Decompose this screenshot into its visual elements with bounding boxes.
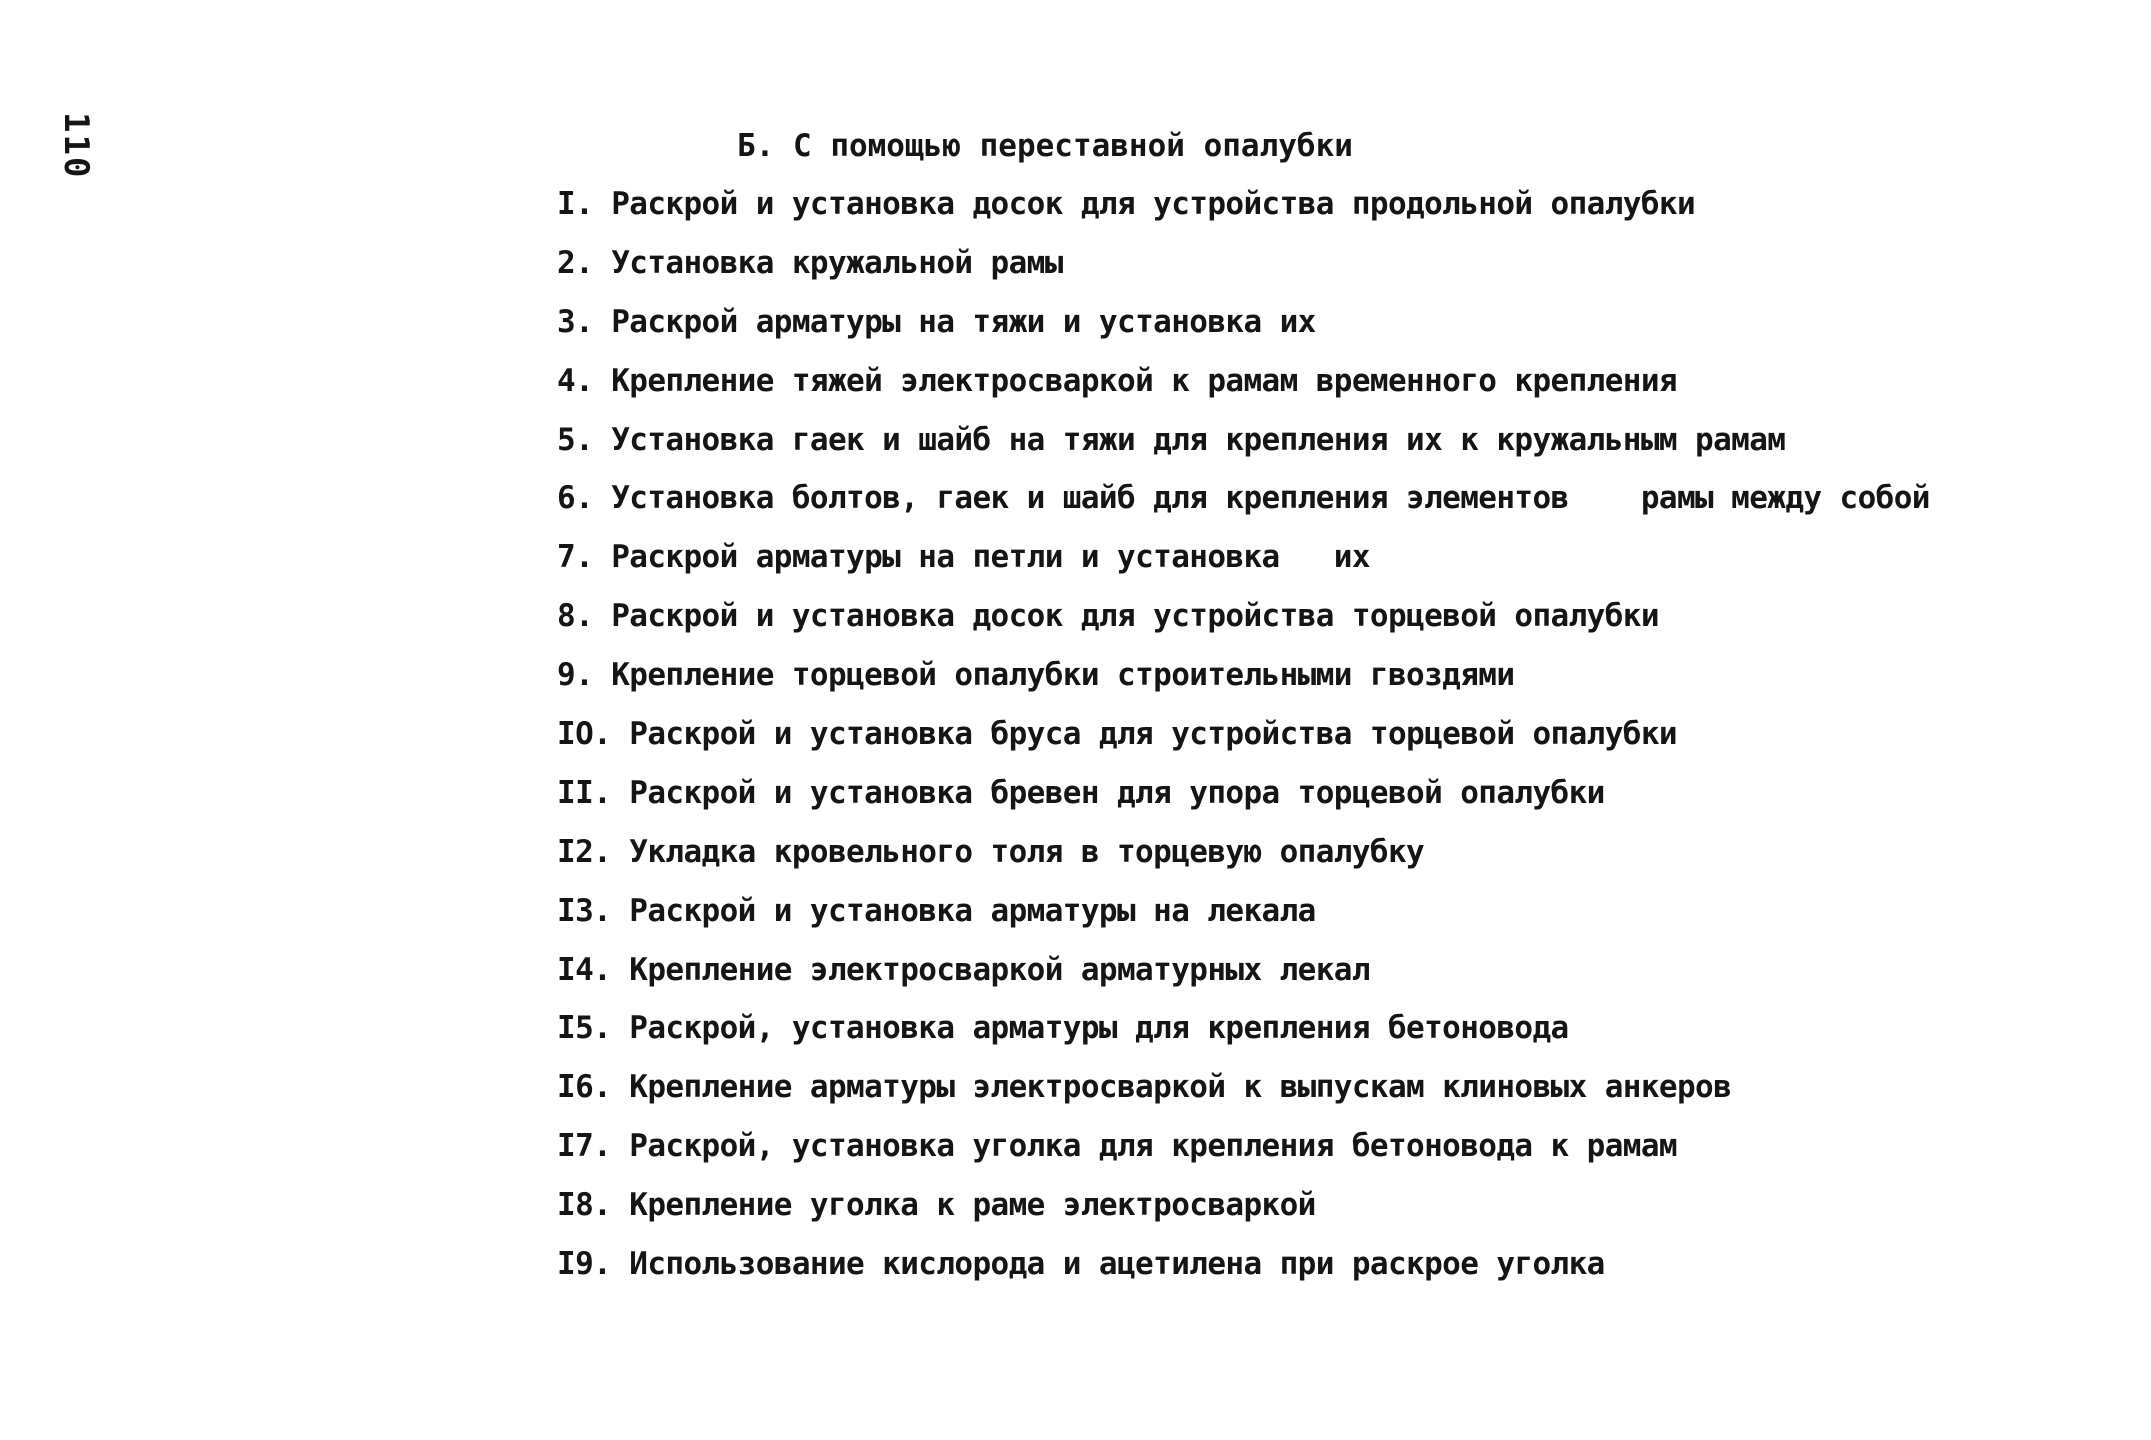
list-item-text: Крепление тяжей электросваркой к рамам временного крепления bbox=[611, 362, 1677, 399]
list-item-number: 6. bbox=[557, 480, 594, 517]
list-item bbox=[557, 892, 1930, 955]
list-item-text: Крепление арматуры электросваркой к выпускам клиновых анкеров bbox=[629, 1069, 1732, 1106]
list-item-text: Раскрой, установка уголка для крепления бетоновода к рамам bbox=[629, 1128, 1677, 1165]
list-item-text: Раскрой и установка досок для устройства торцевой опалубки bbox=[611, 598, 1659, 635]
list-item-number: I2. bbox=[557, 833, 612, 870]
list-item-number: I8. bbox=[557, 1187, 612, 1224]
list-item bbox=[557, 303, 1930, 366]
list-item-text: Раскрой и установка бруса для устройства торцевой опалубки bbox=[629, 716, 1677, 753]
list-item-text: Установка кружальной рамы bbox=[611, 244, 1063, 281]
list-item bbox=[557, 480, 1930, 542]
list-item-number: 4. bbox=[557, 362, 594, 399]
list-item bbox=[557, 1128, 1930, 1190]
list-item-text: Раскрой, установка арматуры для крепления бетоновода bbox=[629, 1010, 1569, 1047]
list-item-number: 7. bbox=[557, 539, 594, 576]
list-item bbox=[557, 657, 1930, 719]
list-item-text: Крепление электросваркой арматурных лекал bbox=[629, 951, 1370, 988]
list-item-text: Установка болтов, гаек и шайб для крепления элементов рамы между собой bbox=[611, 480, 1930, 517]
list-item bbox=[557, 186, 1930, 248]
list-item-number: I7. bbox=[557, 1128, 612, 1165]
list-item-text: Раскрой и установка досок для устройства продольной опалубки bbox=[611, 186, 1696, 222]
list-item bbox=[557, 833, 1930, 896]
list-item-text: Укладка кровельного толя в торцевую опалубку bbox=[629, 833, 1425, 870]
list-item-number: 2. bbox=[557, 244, 594, 281]
list-item-number: 3. bbox=[557, 303, 594, 340]
list-item bbox=[557, 716, 1930, 778]
list-item-number: I4. bbox=[557, 951, 612, 988]
list-item-number: I3. bbox=[557, 892, 612, 929]
list-item bbox=[557, 598, 1930, 660]
operations-list bbox=[557, 186, 1930, 1308]
list-item-number: I. bbox=[557, 186, 594, 222]
list-item-number: 9. bbox=[557, 657, 594, 694]
list-item bbox=[557, 951, 1930, 1014]
list-item bbox=[557, 1187, 1930, 1249]
section-heading: Б. С помощью переставной опалубки bbox=[737, 128, 1353, 164]
list-item bbox=[557, 362, 1930, 425]
list-item bbox=[557, 774, 1930, 837]
list-item-text: Использование кислорода и ацетилена при раскрое уголка bbox=[629, 1246, 1605, 1283]
list-item-number: I9. bbox=[557, 1246, 612, 1283]
list-item bbox=[557, 539, 1930, 601]
list-item-text: Раскрой и установка арматуры на лекала bbox=[629, 892, 1316, 929]
list-item-number: II. bbox=[557, 774, 612, 811]
list-item-number: 8. bbox=[557, 598, 594, 635]
list-item-text: Крепление уголка к раме электросваркой bbox=[629, 1187, 1316, 1224]
list-item-number: IO. bbox=[557, 716, 612, 753]
list-item-number: I5. bbox=[557, 1010, 612, 1047]
list-item bbox=[557, 1246, 1930, 1308]
list-item-text: Установка гаек и шайб на тяжи для крепления их к кружальным рамам bbox=[611, 421, 1786, 458]
page-number: 110 bbox=[56, 112, 96, 180]
list-item-number: 5. bbox=[557, 421, 594, 458]
list-item-text: Раскрой арматуры на петли и установка их bbox=[611, 539, 1370, 576]
list-item-number: I6. bbox=[557, 1069, 612, 1106]
list-item bbox=[557, 421, 1930, 484]
list-item-text: Крепление торцевой опалубки строительными гвоздями bbox=[611, 657, 1515, 694]
list-item-text: Раскрой и установка бревен для упора торцевой опалубки bbox=[629, 774, 1605, 811]
list-item-text: Раскрой арматуры на тяжи и установка их bbox=[611, 303, 1316, 340]
list-item bbox=[557, 1069, 1930, 1131]
list-item bbox=[557, 1010, 1930, 1072]
list-item bbox=[557, 244, 1930, 307]
